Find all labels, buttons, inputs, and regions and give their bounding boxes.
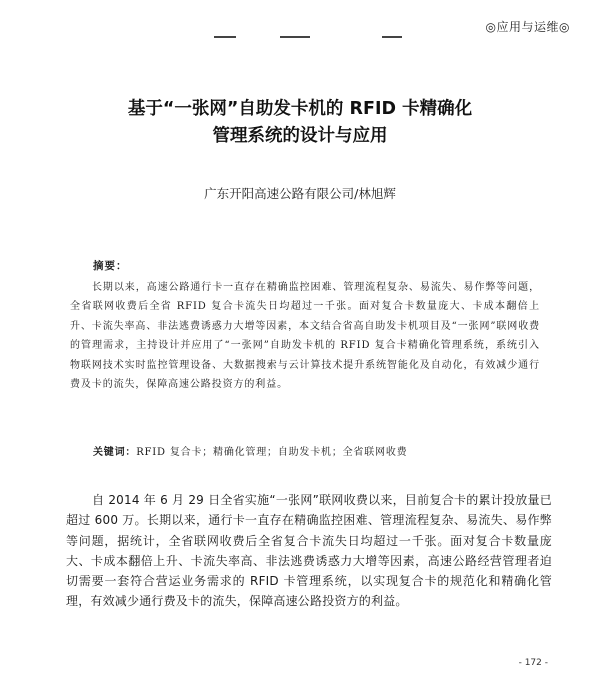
keywords-text: RFID 复合卡；精确化管理；自助发卡机；全省联网收费 bbox=[136, 447, 408, 458]
header-rule-marks bbox=[214, 36, 414, 38]
article-author: 广东开阳高速公路有限公司/林旭辉 bbox=[204, 186, 396, 201]
article-title-line-2: 管理系统的设计与应用 bbox=[212, 126, 388, 146]
keywords bbox=[93, 443, 543, 458]
abstract-text: 长期以来，高速公路通行卡一直存在精确监控困难、管理流程复杂、易流失、易作弊等问题，全省联网收费后全省 RFID 复合卡流失日均超过一千张。面对复合卡数量庞大、卡成本翻倍上升、卡流失率高、非法逃费诱惑力大增等因素，本文结合省高自助发卡机项目及“一张网”联网收费的管理需求，主持设计并应用了“一张网”自助发卡机的 RFID 复合卡精确化管理系统，系统引入物联网技术实时监控管理设备、大数据搜索与云计算技术提升系统智能化及自动化，有效减少通行费及卡的流失，保障高速公路投资方的利益。 bbox=[70, 282, 540, 391]
page-number: - 172 - bbox=[518, 658, 548, 668]
article-title-line-1: 基于“一张网”自助发卡机的 RFID 卡精确化 bbox=[127, 99, 473, 119]
body-paragraph: 自 2014 年 6 月 29 日全省实施“一张网”联网收费以来，目前复合卡的累计投放量已超过 600 万。长期以来，通行卡一直存在精确监控困难、管理流程复杂、易流失、易作弊等问题，据统计，全省联网收费后全省复合卡流失日均超过一千张。面对复合卡数量庞大、卡成本翻倍上升、卡流失率高、非法逃费诱惑力大增等因素，高速公路经营管理者迫切需要一套符合营运业务需求的 RFID 卡管理系统，以实现复合卡的规范化和精确化管理，有效减少通行费及卡的流失，保障高速公路投资方的利益。 bbox=[66, 493, 552, 609]
keywords-label: 关键词： bbox=[93, 447, 137, 458]
abstract-label: 摘要： bbox=[93, 260, 128, 272]
section-tag: ◎应用与运维◎ bbox=[485, 20, 570, 34]
article-title bbox=[0, 96, 600, 150]
